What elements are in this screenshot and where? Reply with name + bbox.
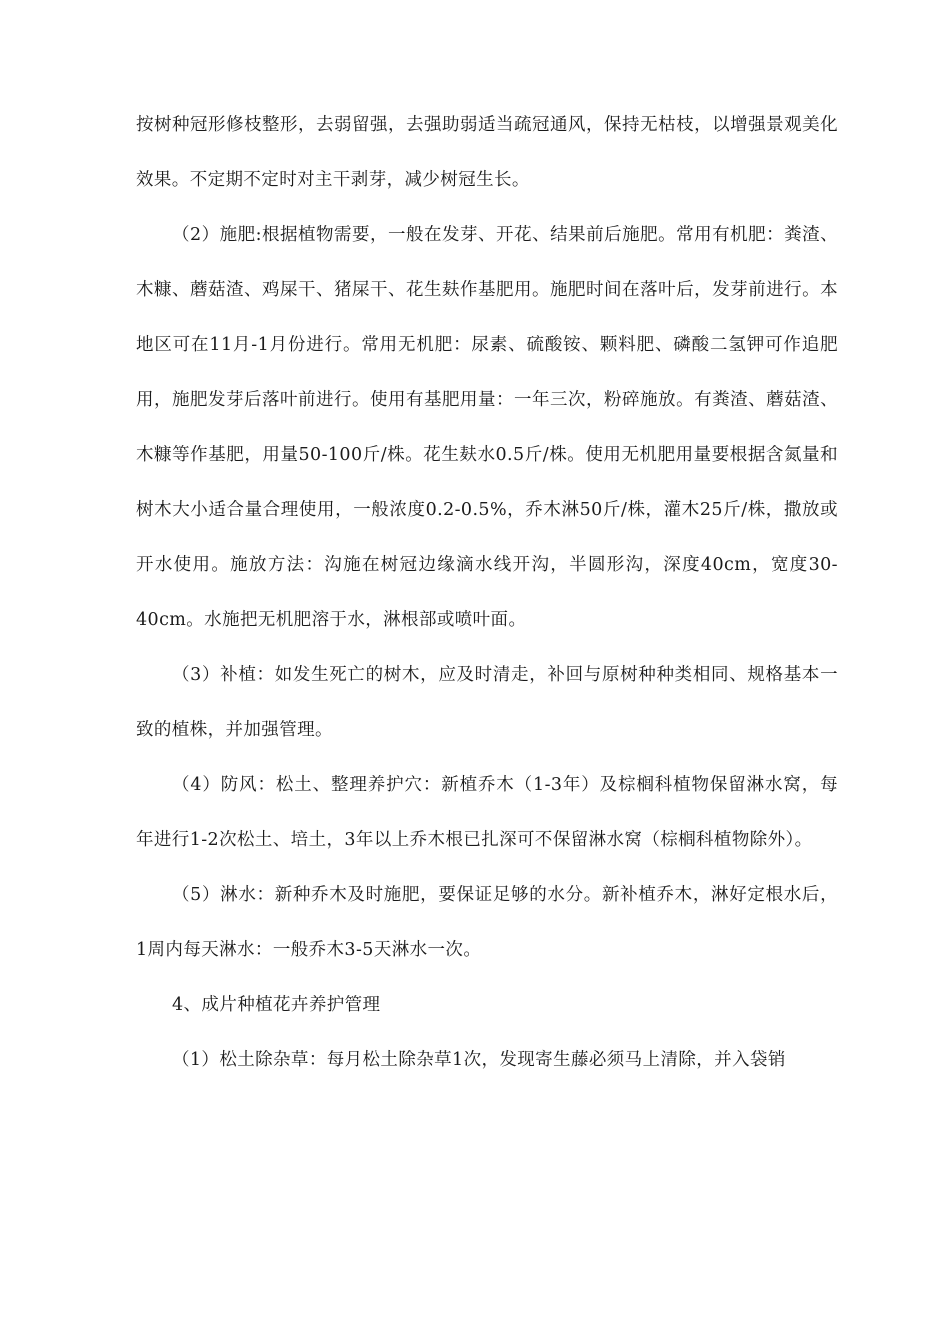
document-body (136, 98, 838, 1088)
paragraph-fertilizing: （2）施肥:根据植物需要，一般在发芽、开花、结果前后施肥。常用有机肥：粪渣、木糠、蘑菇渣、鸡屎干、猪屎干、花生麸作基肥用。施肥时间在落叶后，发芽前进行。本地区可在11月-1月份进行。常用无机肥：尿素、硫酸铵、颗料肥、磷酸二氢钾可作追肥用，施肥发芽后落叶前进行。使用有基肥用量：一年三次，粉碎施放。有粪渣、蘑菇渣、木糠等作基肥，用量50-100斤/株。花生麸水0.5斤/株。使用无机肥用量要根据含氮量和树木大小适合量合理使用，一般浓度0.2-0.5%，乔木淋50斤/株，灌木25斤/株，撒放或开水使用。施放方法：沟施在树冠边缘滴水线开沟，半圆形沟，深度40cm，宽度30-40cm。水施把无机肥溶于水，淋根部或喷叶面。 (136, 225, 838, 630)
paragraph-pruning: 按树种冠形修枝整形，去弱留强，去强助弱适当疏冠通风，保持无枯枝，以增强景观美化效果。不定期不定时对主干剥芽，减少树冠生长。 (136, 115, 838, 190)
paragraph-watering: （5）淋水：新种乔木及时施肥，要保证足够的水分。新补植乔木，淋好定根水后，1周内每天淋水：一般乔木3-5天淋水一次。 (136, 885, 838, 960)
paragraph-weeding: （1）松土除杂草：每月松土除杂草1次，发现寄生藤必须马上清除，并入袋销 (172, 1050, 786, 1070)
section-heading-flower-maintenance: 4、成片种植花卉养护管理 (172, 995, 381, 1015)
paragraph-replanting: （3）补植：如发生死亡的树木，应及时清走，补回与原树种种类相同、规格基本一致的植株，并加强管理。 (136, 665, 838, 740)
paragraph-windproofing: （4）防风：松土、整理养护穴：新植乔木（1-3年）及棕榈科植物保留淋水窝，每年进行1-2次松土、培土，3年以上乔木根已扎深可不保留淋水窝（棕榈科植物除外）。 (136, 775, 838, 850)
